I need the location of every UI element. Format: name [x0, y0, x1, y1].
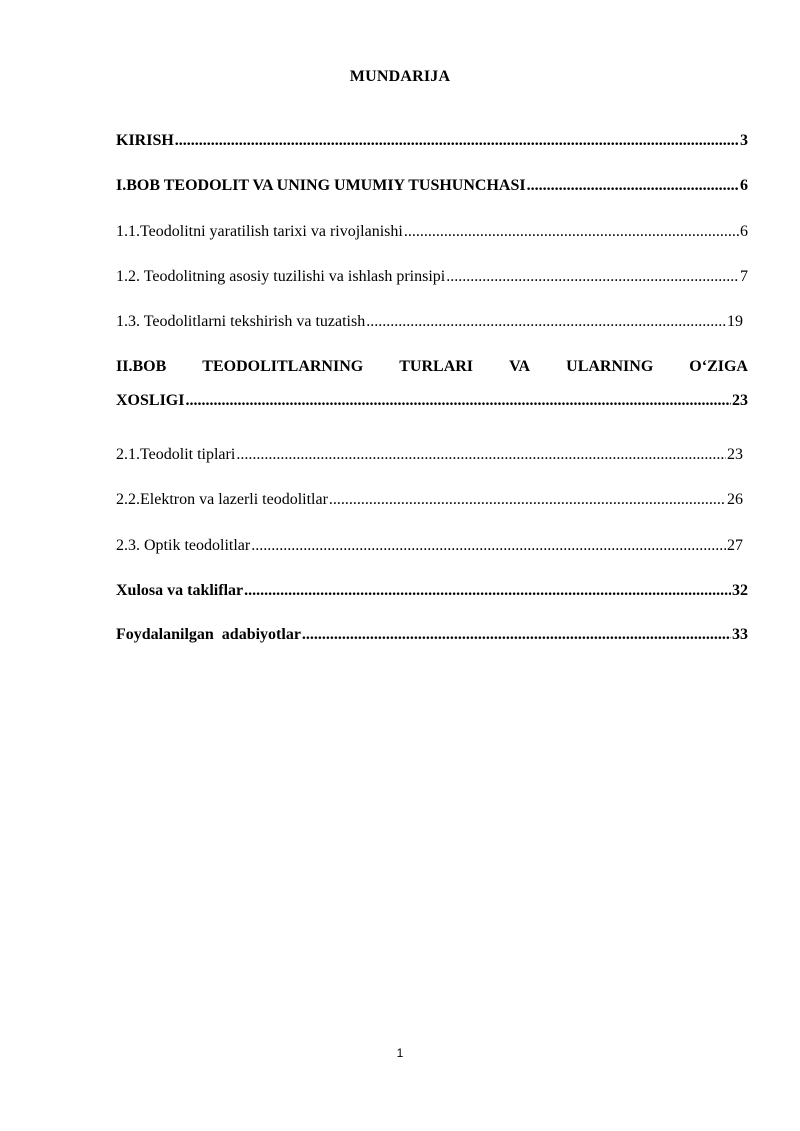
- toc-word: TEODOLITLARNING: [202, 358, 364, 375]
- toc-label: Foydalanilgan adabiyotlar: [116, 626, 301, 643]
- toc-entry-xulosa[interactable]: [116, 582, 748, 600]
- dot-leader: [366, 313, 726, 331]
- page-number: 1: [396, 1046, 404, 1060]
- toc-entry-adabiyotlar[interactable]: [116, 626, 748, 644]
- toc-label: 1.2. Teodolitning asosiy tuzilishi va ishlash prinsipi: [116, 268, 446, 285]
- toc-entry-2-2[interactable]: [116, 491, 743, 509]
- toc-label: Xulosa va takliflar: [116, 582, 244, 599]
- toc-page-number: 33: [732, 626, 748, 643]
- toc-page-number: 32: [732, 582, 748, 599]
- toc-entry-1-1[interactable]: [116, 223, 748, 241]
- toc-entry-chapter-2-line-1[interactable]: [116, 358, 748, 376]
- toc-entry-1-3[interactable]: [116, 313, 743, 331]
- dot-leader: [446, 268, 739, 286]
- toc-label: 1.3. Teodolitlarni tekshirish va tuzatish: [116, 313, 366, 330]
- toc-page-number: 27: [727, 537, 743, 554]
- toc-entry-1-2[interactable]: [116, 268, 748, 286]
- dot-leader: [527, 177, 739, 195]
- toc-label: 2.3. Optik teodolitlar: [116, 537, 251, 554]
- toc-entry-kirish[interactable]: [116, 132, 748, 150]
- dot-leader: [236, 446, 726, 464]
- toc-label: KIRISH: [116, 132, 174, 149]
- toc-word: ULARNING: [566, 358, 654, 375]
- toc-page-number: 26: [727, 491, 743, 508]
- toc-label: I.BOB TEODOLIT VA UNING UMUMIY TUSHUNCHASI: [116, 177, 526, 194]
- toc-label: XOSLIGI: [116, 392, 185, 409]
- toc-page-number: 23: [727, 446, 743, 463]
- toc-page-number: 3: [740, 132, 748, 149]
- toc-page-number: 6: [740, 223, 748, 240]
- dot-leader: [185, 392, 731, 410]
- dot-leader: [404, 223, 739, 241]
- toc-label: 2.2.Elektron va lazerli teodolitlar: [116, 491, 328, 508]
- dot-leader: [175, 132, 739, 150]
- toc-page-number: 7: [740, 268, 748, 285]
- toc-page-number: 19: [727, 313, 743, 330]
- toc-word: VA: [509, 358, 531, 375]
- dot-leader: [244, 582, 731, 600]
- toc-entry-chapter-2-line-2[interactable]: [116, 392, 748, 410]
- toc-word: II.BOB: [116, 358, 167, 375]
- dot-leader: [302, 626, 731, 644]
- toc-label: 2.1.Teodolit tiplari: [116, 446, 236, 463]
- toc-page-number: 23: [732, 392, 748, 409]
- toc-page-number: 6: [740, 177, 748, 194]
- toc-word: O‘ZIGA: [689, 358, 748, 375]
- dot-leader: [329, 491, 726, 509]
- toc-word: TURLARI: [399, 358, 474, 375]
- toc-label: 1.1.Teodolitni yaratilish tarixi va rivojlanishi: [116, 223, 403, 240]
- toc-entry-2-3[interactable]: [116, 537, 743, 555]
- toc-entry-chapter-1[interactable]: [116, 177, 748, 195]
- dot-leader: [251, 537, 726, 555]
- toc-entry-2-1[interactable]: [116, 446, 743, 464]
- page-title: MUNDARIJA: [349, 68, 451, 85]
